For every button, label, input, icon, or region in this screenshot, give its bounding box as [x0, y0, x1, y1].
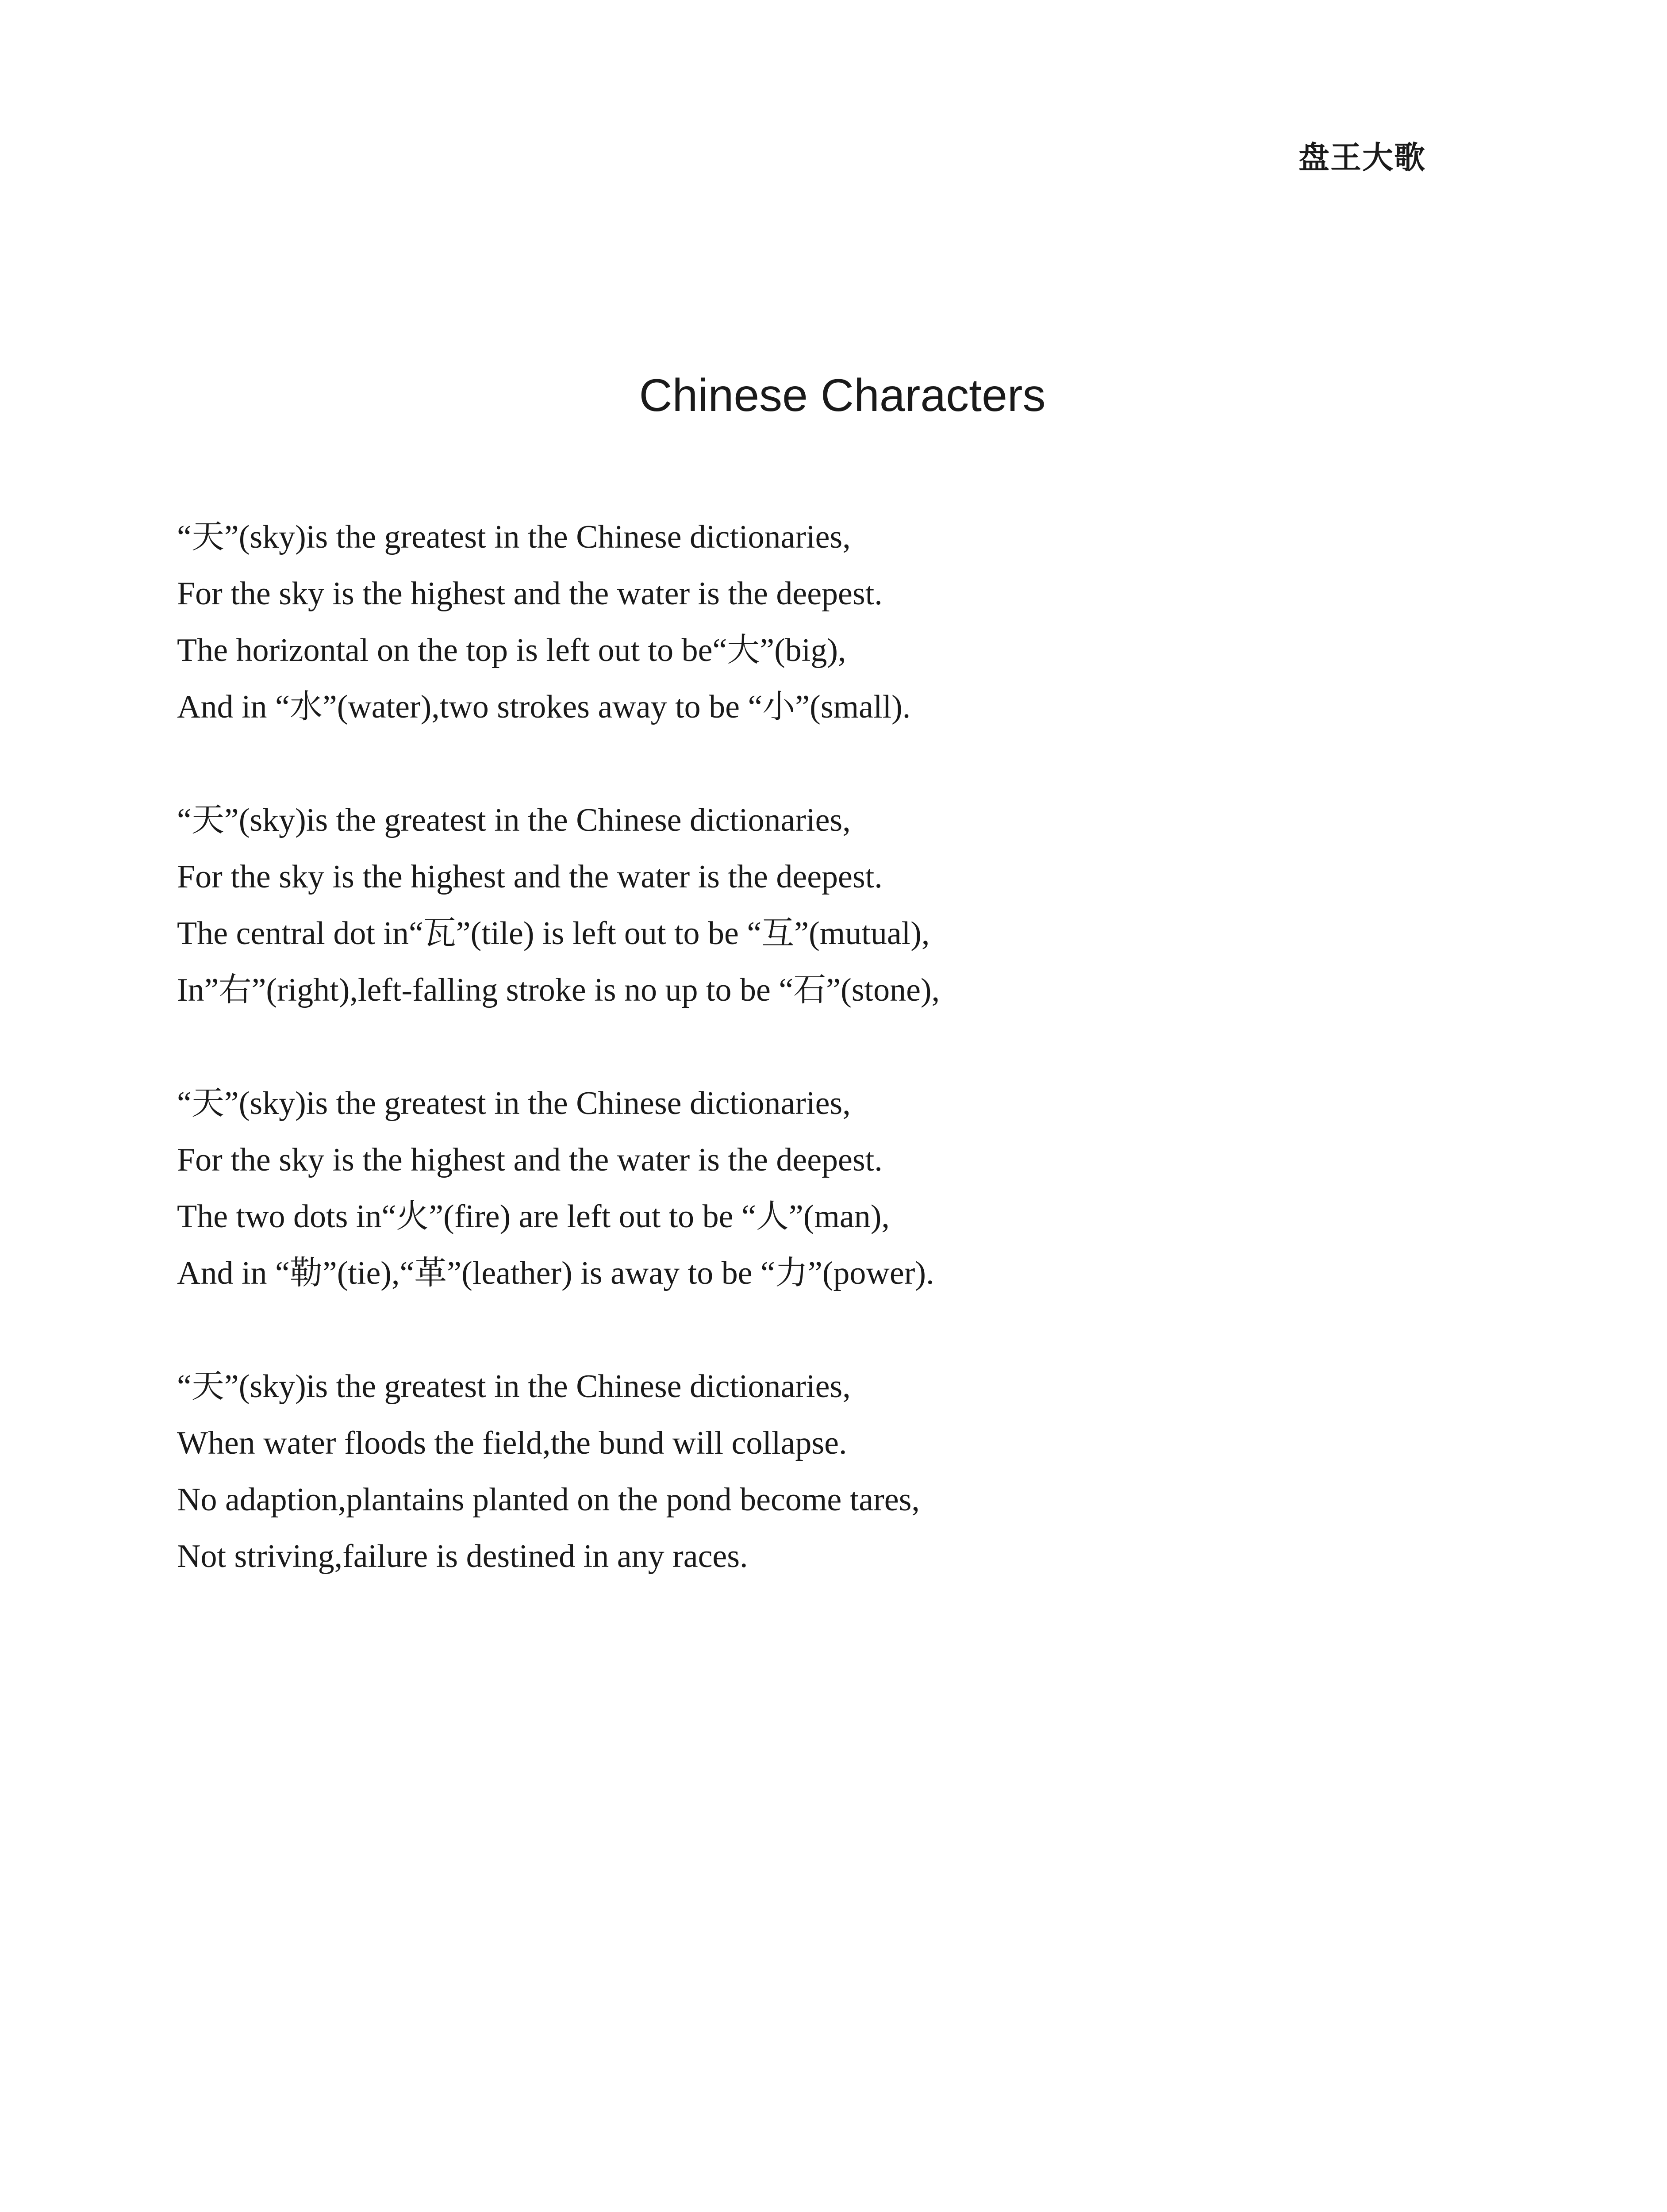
poem-line: In”右”(right),left-falling stroke is no up to be “石”(stone),: [177, 972, 940, 1008]
poem-line: “天”(sky)is the greatest in the Chinese dictionaries,: [177, 519, 851, 555]
poem-line: The two dots in“火”(fire) are left out to be “人”(man),: [177, 1198, 890, 1235]
poem-line: “天”(sky)is the greatest in the Chinese dictionaries,: [177, 802, 851, 838]
poem-line: Not striving,failure is destined in any races.: [177, 1538, 748, 1575]
poem-line: “天”(sky)is the greatest in the Chinese dictionaries,: [177, 1085, 851, 1121]
running-header: 盘王大歌: [1298, 139, 1426, 176]
stanza-3: [177, 1075, 1460, 1302]
poem-line: For the sky is the highest and the water is the deepest.: [177, 576, 883, 612]
poem-line: No adaption,plantains planted on the pond become tares,: [177, 1482, 920, 1518]
stanza-2: [177, 792, 1460, 1018]
poem-line: And in “水”(water),two strokes away to be “小”(small).: [177, 689, 911, 725]
stanza-1: [177, 509, 1460, 735]
poem-line: “天”(sky)is the greatest in the Chinese dictionaries,: [177, 1368, 851, 1405]
poem-title: Chinese Characters: [639, 369, 1046, 421]
poem-line: When water floods the field,the bund will collapse.: [177, 1425, 847, 1461]
stanza-4: [177, 1358, 1460, 1585]
poem-body: [177, 509, 1460, 1641]
poem-line: The central dot in“瓦”(tile) is left out to be “互”(mutual),: [177, 915, 930, 952]
poem-line: And in “勒”(tie),“革”(leather) is away to be “力”(power).: [177, 1255, 934, 1291]
poem-line: For the sky is the highest and the water is the deepest.: [177, 859, 883, 895]
poem-line: The horizontal on the top is left out to be“大”(big),: [177, 632, 846, 668]
poem-line: For the sky is the highest and the water is the deepest.: [177, 1142, 883, 1178]
